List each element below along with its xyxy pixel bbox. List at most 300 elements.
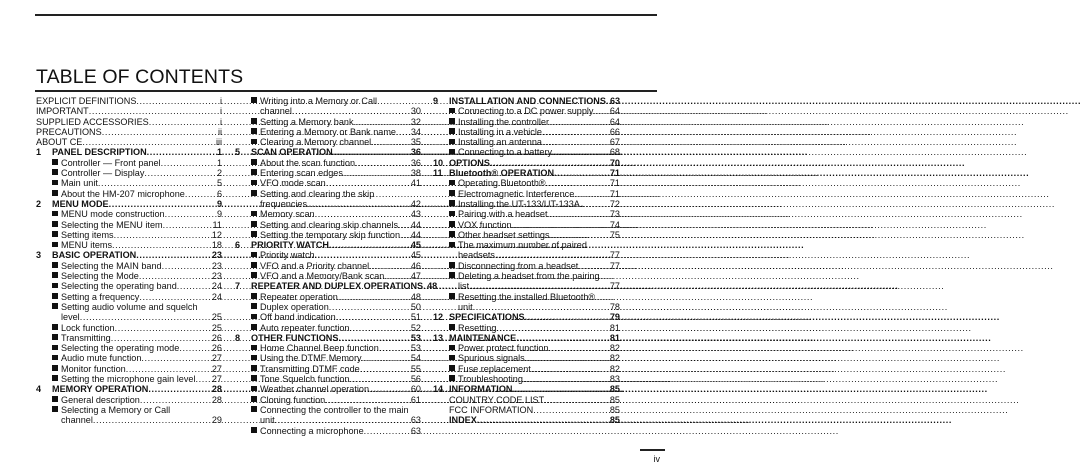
section-title: The maximum number of paired bbox=[458, 240, 587, 251]
page-ref: 78 bbox=[609, 301, 620, 312]
leader-dots bbox=[593, 106, 609, 116]
toc-section-entry[interactable] bbox=[235, 220, 421, 230]
leader-dots bbox=[144, 168, 217, 178]
toc-section-entry[interactable] bbox=[433, 209, 620, 219]
page-ref: i bbox=[219, 106, 222, 117]
section-title: Setting items bbox=[61, 229, 114, 240]
chapter-title: INDEX bbox=[449, 415, 477, 426]
toc-section-entry[interactable] bbox=[235, 137, 421, 147]
section-title-continued: level bbox=[61, 312, 80, 323]
page-ref: 77 bbox=[609, 281, 620, 292]
section-title-continued: channel bbox=[61, 415, 93, 426]
leader-dots bbox=[360, 364, 411, 374]
page-ref: 1 bbox=[216, 147, 222, 158]
leader-dots bbox=[315, 250, 411, 260]
page-ref: 12 bbox=[211, 229, 222, 240]
toc-section-entry[interactable] bbox=[433, 353, 620, 363]
toc-section-continuation[interactable] bbox=[36, 312, 222, 322]
section-title: Transmitting bbox=[61, 332, 111, 343]
leader-dots bbox=[315, 209, 411, 219]
section-title: About the scan function bbox=[260, 157, 356, 168]
leader-dots bbox=[396, 127, 411, 137]
page-ref: 24 bbox=[211, 281, 222, 292]
toc-section-entry[interactable] bbox=[36, 302, 222, 312]
toc-section-entry[interactable] bbox=[433, 127, 620, 137]
toc-entry[interactable] bbox=[433, 405, 620, 415]
leader-dots bbox=[398, 220, 411, 230]
page-ref: 25 bbox=[211, 312, 222, 323]
page-ref: 24 bbox=[211, 291, 222, 302]
toc-chapter-entry[interactable] bbox=[433, 96, 620, 106]
page-ref: 26 bbox=[211, 343, 222, 354]
toc-section-entry[interactable] bbox=[36, 220, 222, 230]
toc-section-entry[interactable] bbox=[235, 374, 421, 384]
toc-section-entry[interactable] bbox=[433, 178, 620, 188]
toc-section-entry[interactable] bbox=[36, 343, 222, 353]
toc-section-entry[interactable] bbox=[433, 117, 620, 127]
leader-dots bbox=[139, 292, 212, 302]
toc-chapter-entry[interactable] bbox=[433, 415, 620, 425]
section-title: Monitor function bbox=[61, 363, 126, 374]
toc-section-entry[interactable] bbox=[433, 147, 620, 157]
toc-chapter-entry[interactable] bbox=[36, 384, 222, 394]
section-title: Installing the UT-133/UT-133A bbox=[458, 198, 580, 209]
section-title: About the HM-207 microphone bbox=[61, 188, 185, 199]
section-title: Weather channel operation bbox=[260, 384, 370, 395]
toc-section-entry[interactable] bbox=[235, 250, 421, 260]
toc-section-entry[interactable] bbox=[433, 292, 620, 302]
page-ref: ii bbox=[217, 126, 222, 137]
leader-dots bbox=[141, 353, 211, 363]
leader-dots bbox=[384, 271, 411, 281]
toc-chapter-entry[interactable] bbox=[433, 312, 620, 322]
toc-section-entry[interactable] bbox=[36, 271, 222, 281]
section-title: Power protect function bbox=[458, 343, 549, 354]
leader-dots bbox=[523, 374, 610, 384]
toc-section-entry[interactable] bbox=[36, 395, 222, 405]
toc-section-continuation[interactable] bbox=[36, 415, 222, 425]
section-title: Deleting a headset from the pairing bbox=[458, 271, 600, 282]
leader-dots bbox=[111, 333, 212, 343]
toc-section-continuation[interactable] bbox=[235, 415, 421, 425]
toc-section-entry[interactable] bbox=[433, 261, 620, 271]
toc-entry[interactable] bbox=[36, 127, 222, 137]
chapter-number: 10 bbox=[433, 157, 444, 168]
leader-dots bbox=[329, 240, 411, 250]
toc-section-entry[interactable] bbox=[433, 271, 620, 281]
section-title-continued: list bbox=[458, 281, 470, 292]
leader-dots bbox=[179, 343, 212, 353]
toc-section-entry[interactable] bbox=[36, 323, 222, 333]
page-ref: 44 bbox=[410, 229, 421, 240]
section-title: General description bbox=[61, 394, 140, 405]
page-ref: 47 bbox=[410, 271, 421, 282]
page-ref: 71 bbox=[609, 168, 620, 179]
toc-chapter-entry[interactable] bbox=[433, 158, 620, 168]
toc-section-entry[interactable] bbox=[235, 395, 421, 405]
page-ref: 53 bbox=[410, 343, 421, 354]
leader-dots bbox=[548, 343, 609, 353]
section-title: Installing an antenna bbox=[458, 137, 542, 148]
page-ref: 77 bbox=[609, 250, 620, 261]
page-ref: 63 bbox=[410, 415, 421, 426]
section-title: Connecting to a DC power supply bbox=[458, 106, 594, 117]
page-ref: 45 bbox=[410, 240, 421, 251]
page-ref: 50 bbox=[410, 301, 421, 312]
page-ref: 32 bbox=[410, 116, 421, 127]
section-title: Duplex operation bbox=[260, 301, 329, 312]
leader-dots bbox=[136, 96, 220, 106]
page-ref: 36 bbox=[410, 147, 421, 158]
toc-section-entry[interactable] bbox=[433, 230, 620, 240]
section-title: Resetting bbox=[458, 322, 497, 333]
toc-entry[interactable] bbox=[36, 106, 222, 116]
section-title: Clearing a Memory channel bbox=[260, 137, 372, 148]
page-ref: 26 bbox=[211, 332, 222, 343]
entry-title: FCC INFORMATION bbox=[449, 404, 534, 415]
entry-title: COUNTRY CODE LIST bbox=[449, 394, 545, 405]
section-title: Connecting to a battery bbox=[458, 147, 553, 158]
chapter-title: OTHER FUNCTIONS bbox=[251, 332, 339, 343]
toc-chapter-entry[interactable] bbox=[235, 147, 421, 157]
toc-section-entry[interactable] bbox=[36, 292, 222, 302]
leader-dots bbox=[195, 374, 211, 384]
page-ref: 23 bbox=[211, 260, 222, 271]
section-title: Setting audio volume and squelch bbox=[61, 301, 198, 312]
toc-section-entry[interactable] bbox=[235, 117, 421, 127]
toc-column-1 bbox=[36, 96, 222, 426]
section-title: Memory scan bbox=[260, 209, 315, 220]
page-ref: 1 bbox=[216, 157, 222, 168]
section-title: Setting a frequency bbox=[61, 291, 140, 302]
toc-section-entry[interactable] bbox=[36, 240, 222, 250]
page-ref: 60 bbox=[410, 384, 421, 395]
page-ref: 68 bbox=[609, 147, 620, 158]
toc-section-entry[interactable] bbox=[235, 96, 421, 106]
toc-section-entry[interactable] bbox=[235, 343, 421, 353]
section-title: MENU items bbox=[61, 240, 113, 251]
section-title: Spurious signals bbox=[458, 353, 525, 364]
section-title: Auto repeater function bbox=[260, 322, 350, 333]
chapter-title: SCAN OPERATION bbox=[251, 147, 333, 158]
toc-chapter-entry[interactable] bbox=[36, 147, 222, 157]
chapter-title: PANEL DESCRIPTION bbox=[52, 147, 147, 158]
toc-section-entry[interactable] bbox=[433, 137, 620, 147]
leader-dots bbox=[115, 323, 212, 333]
toc-section-entry[interactable] bbox=[235, 158, 421, 168]
page-ref: 25 bbox=[211, 322, 222, 333]
leader-dots bbox=[307, 199, 411, 209]
page-ref: 9 bbox=[216, 198, 222, 209]
section-title: Operating Bluetooth® bbox=[458, 178, 546, 189]
leader-dots bbox=[369, 261, 411, 271]
toc-section-entry[interactable] bbox=[36, 230, 222, 240]
page-ref: 74 bbox=[609, 219, 620, 230]
page-ref: 5 bbox=[216, 178, 222, 189]
leader-dots bbox=[469, 281, 610, 291]
page-ref: 55 bbox=[410, 363, 421, 374]
leader-dots bbox=[512, 384, 609, 394]
leader-dots bbox=[275, 415, 411, 425]
page-ref: 41 bbox=[410, 178, 421, 189]
toc-section-entry[interactable] bbox=[235, 127, 421, 137]
toc-section-continuation[interactable] bbox=[433, 281, 620, 291]
toc-section-entry[interactable] bbox=[36, 364, 222, 374]
page-ref: 28 bbox=[211, 384, 222, 395]
leader-dots bbox=[177, 281, 212, 291]
chapter-title: REPEATER AND DUPLEX OPERATIONS bbox=[251, 281, 424, 292]
page-ref: 51 bbox=[410, 312, 421, 323]
page-ref: 82 bbox=[609, 343, 620, 354]
toc-section-continuation[interactable] bbox=[433, 302, 620, 312]
page-ref: 18 bbox=[211, 240, 222, 251]
page-ref: 54 bbox=[410, 353, 421, 364]
top-rule bbox=[35, 14, 657, 16]
section-title-continued: headsets bbox=[458, 250, 495, 261]
page-ref: 85 bbox=[609, 404, 620, 415]
entry-title: EXPLICIT DEFINITIONS bbox=[36, 96, 137, 106]
toc-chapter-entry[interactable] bbox=[433, 384, 620, 394]
section-title: VFO mode scan bbox=[260, 178, 326, 189]
page-ref: 36 bbox=[410, 157, 421, 168]
toc-section-entry[interactable] bbox=[36, 178, 222, 188]
page-ref: 61 bbox=[410, 394, 421, 405]
toc-section-entry[interactable] bbox=[235, 292, 421, 302]
leader-dots bbox=[400, 230, 411, 240]
leader-dots bbox=[371, 137, 411, 147]
section-title: Writing into a Memory or Call bbox=[260, 96, 378, 106]
leader-dots bbox=[477, 415, 610, 425]
toc-chapter-entry[interactable] bbox=[235, 281, 438, 292]
toc-section-entry[interactable] bbox=[235, 312, 421, 322]
entry-title: IMPORTANT bbox=[36, 106, 89, 117]
toc-section-entry[interactable] bbox=[433, 220, 620, 230]
section-title-continued: frequencies bbox=[260, 198, 308, 209]
section-title: Lock function bbox=[61, 322, 115, 333]
page-ref: 27 bbox=[211, 363, 222, 374]
page-ref: 34 bbox=[410, 126, 421, 137]
toc-section-entry[interactable] bbox=[36, 261, 222, 271]
toc-section-entry[interactable] bbox=[235, 302, 421, 312]
toc-entry[interactable] bbox=[36, 117, 222, 127]
toc-section-entry[interactable] bbox=[235, 168, 421, 178]
leader-dots bbox=[161, 158, 217, 168]
leader-dots bbox=[140, 395, 212, 405]
page-ref: 63 bbox=[410, 425, 421, 436]
entry-title: SUPPLIED ACCESSORIES bbox=[36, 116, 149, 127]
chapter-number: 5 bbox=[235, 147, 241, 158]
section-title: Using the DTMF Memory bbox=[260, 353, 362, 364]
chapter-title: MENU MODE bbox=[52, 198, 109, 209]
toc-chapter-entry[interactable] bbox=[433, 168, 620, 178]
section-title: Priority watch bbox=[260, 250, 315, 261]
section-title: Repeater operation bbox=[260, 291, 338, 302]
leader-dots bbox=[549, 117, 610, 127]
toc-section-entry[interactable] bbox=[235, 384, 421, 394]
page-ref: 67 bbox=[609, 137, 620, 148]
page-ref: 73 bbox=[609, 209, 620, 220]
toc-section-entry[interactable] bbox=[235, 364, 421, 374]
toc-section-entry[interactable] bbox=[235, 323, 421, 333]
toc-entry[interactable] bbox=[433, 395, 620, 405]
leader-dots bbox=[550, 230, 610, 240]
leader-dots bbox=[89, 106, 220, 116]
toc-section-entry[interactable] bbox=[36, 158, 222, 168]
toc-section-entry[interactable] bbox=[433, 323, 620, 333]
leader-dots bbox=[350, 374, 411, 384]
page-ref: 28 bbox=[211, 394, 222, 405]
chapter-number: 7 bbox=[235, 281, 241, 292]
leader-dots bbox=[162, 261, 212, 271]
section-title: Main unit bbox=[61, 178, 98, 189]
leader-dots bbox=[355, 158, 411, 168]
toc-section-entry[interactable] bbox=[235, 209, 421, 219]
section-title-continued: channel bbox=[260, 106, 292, 117]
toc-section-continuation[interactable] bbox=[235, 199, 421, 209]
chapter-title: OPTIONS bbox=[449, 157, 490, 168]
page-ref: 23 bbox=[211, 250, 222, 261]
leader-dots bbox=[490, 158, 610, 168]
section-title: Audio mute function bbox=[61, 353, 142, 364]
page-ref: 70 bbox=[609, 157, 620, 168]
page-ref: 27 bbox=[211, 353, 222, 364]
toc-section-entry[interactable] bbox=[36, 374, 222, 384]
leader-dots bbox=[533, 405, 610, 415]
leader-dots bbox=[336, 312, 411, 322]
leader-dots bbox=[364, 426, 411, 436]
page-ref: 46 bbox=[410, 260, 421, 271]
leader-dots bbox=[362, 353, 411, 363]
toc-section-entry[interactable] bbox=[433, 374, 620, 384]
toc-section-entry[interactable] bbox=[433, 199, 620, 209]
leader-dots bbox=[102, 127, 218, 137]
chapter-number: 6 bbox=[235, 240, 241, 251]
toc-section-entry[interactable] bbox=[36, 333, 222, 343]
toc-chapter-entry[interactable] bbox=[433, 333, 620, 343]
toc-section-entry[interactable] bbox=[235, 261, 421, 271]
toc-entry[interactable] bbox=[36, 96, 222, 106]
toc-section-continuation[interactable] bbox=[433, 250, 620, 260]
toc-section-entry[interactable] bbox=[36, 168, 222, 178]
section-title: Entering a Memory or Bank name bbox=[260, 126, 396, 137]
leader-dots bbox=[163, 220, 213, 230]
toc-section-entry[interactable] bbox=[433, 240, 620, 250]
toc-section-entry[interactable] bbox=[36, 405, 222, 415]
section-title: Controller — Front panel bbox=[61, 157, 161, 168]
toc-chapter-entry[interactable] bbox=[36, 250, 222, 260]
section-title: VOX function bbox=[458, 219, 512, 230]
leader-dots bbox=[379, 343, 411, 353]
leader-dots bbox=[546, 178, 610, 188]
chapter-number: 1 bbox=[36, 147, 42, 158]
leader-dots bbox=[512, 220, 610, 230]
page-ref: 29 bbox=[211, 415, 222, 426]
section-title: MENU mode construction bbox=[61, 209, 165, 220]
chapter-number: 8 bbox=[235, 332, 241, 343]
section-title: Selecting the MAIN band bbox=[61, 260, 162, 271]
leader-dots bbox=[349, 323, 410, 333]
toc-section-entry[interactable] bbox=[433, 106, 620, 116]
toc-section-entry[interactable] bbox=[235, 230, 421, 240]
page-ref: 63 bbox=[609, 96, 621, 106]
page-ref: 71 bbox=[609, 188, 620, 199]
section-title: Controller — Display bbox=[61, 168, 145, 179]
page-ref: 64 bbox=[609, 116, 620, 127]
toc-section-entry[interactable] bbox=[36, 353, 222, 363]
page-ref: 42 bbox=[410, 198, 421, 209]
toc-chapter-entry[interactable] bbox=[235, 333, 421, 343]
toc-section-entry[interactable] bbox=[36, 189, 222, 199]
page-ref: 85 bbox=[609, 415, 620, 426]
leader-dots bbox=[338, 292, 411, 302]
leader-dots bbox=[185, 189, 217, 199]
page-ref: 9 bbox=[216, 209, 222, 220]
leader-dots bbox=[126, 364, 212, 374]
toc-section-continuation[interactable] bbox=[235, 106, 421, 116]
leader-dots bbox=[473, 302, 610, 312]
page-ref: 48 bbox=[427, 281, 438, 292]
page-ref: 75 bbox=[609, 229, 620, 240]
page-ref: 83 bbox=[609, 374, 620, 385]
section-title: VFO and a Memory/Bank scan bbox=[260, 271, 385, 282]
toc-section-entry[interactable] bbox=[235, 271, 421, 281]
page-ref: 2 bbox=[216, 168, 222, 179]
toc-column-3 bbox=[433, 96, 620, 426]
toc-chapter-entry[interactable] bbox=[36, 199, 222, 209]
leader-dots bbox=[329, 302, 411, 312]
leader-dots bbox=[547, 209, 609, 219]
leader-dots bbox=[369, 384, 411, 394]
toc-section-entry[interactable] bbox=[235, 178, 421, 188]
section-title: Electromagnetic Interference bbox=[458, 188, 575, 199]
leader-dots bbox=[82, 137, 216, 147]
page-ref: 81 bbox=[609, 322, 620, 333]
toc-section-entry[interactable] bbox=[36, 281, 222, 291]
leader-dots bbox=[354, 117, 411, 127]
section-title: Setting and clearing skip channels bbox=[260, 219, 399, 230]
leader-dots bbox=[338, 333, 410, 343]
toc-chapter-entry[interactable] bbox=[235, 240, 421, 250]
page-ref: 56 bbox=[410, 374, 421, 385]
leader-dots bbox=[112, 240, 212, 250]
toc-section-entry[interactable] bbox=[235, 426, 421, 436]
page-ref: 23 bbox=[211, 271, 222, 282]
chapter-title: Bluetooth® OPERATION bbox=[449, 168, 555, 179]
section-title: Resetting the installed Bluetooth® bbox=[458, 291, 596, 302]
toc-section-entry[interactable] bbox=[433, 189, 620, 199]
chapter-title: BASIC OPERATION bbox=[52, 250, 137, 261]
toc-section-entry[interactable] bbox=[235, 405, 421, 415]
section-title: Connecting a microphone bbox=[260, 425, 364, 436]
section-title: Troubleshooting bbox=[458, 374, 523, 385]
toc-entry[interactable] bbox=[36, 137, 222, 147]
leader-dots bbox=[542, 137, 610, 147]
chapter-number: 12 bbox=[433, 312, 444, 323]
section-title-continued: unit bbox=[458, 301, 473, 312]
toc-section-entry[interactable] bbox=[433, 343, 620, 353]
chapter-number: 2 bbox=[36, 198, 42, 209]
toc-section-entry[interactable] bbox=[433, 364, 620, 374]
leader-dots bbox=[148, 384, 212, 394]
leader-dots bbox=[165, 209, 217, 219]
page-ref: 82 bbox=[609, 363, 620, 374]
toc-section-entry[interactable] bbox=[235, 353, 421, 363]
page-ref: 81 bbox=[609, 332, 620, 343]
leader-dots bbox=[80, 312, 212, 322]
page-ref: 71 bbox=[609, 178, 620, 189]
toc-section-entry[interactable] bbox=[235, 189, 421, 199]
toc-section-entry[interactable] bbox=[36, 209, 222, 219]
